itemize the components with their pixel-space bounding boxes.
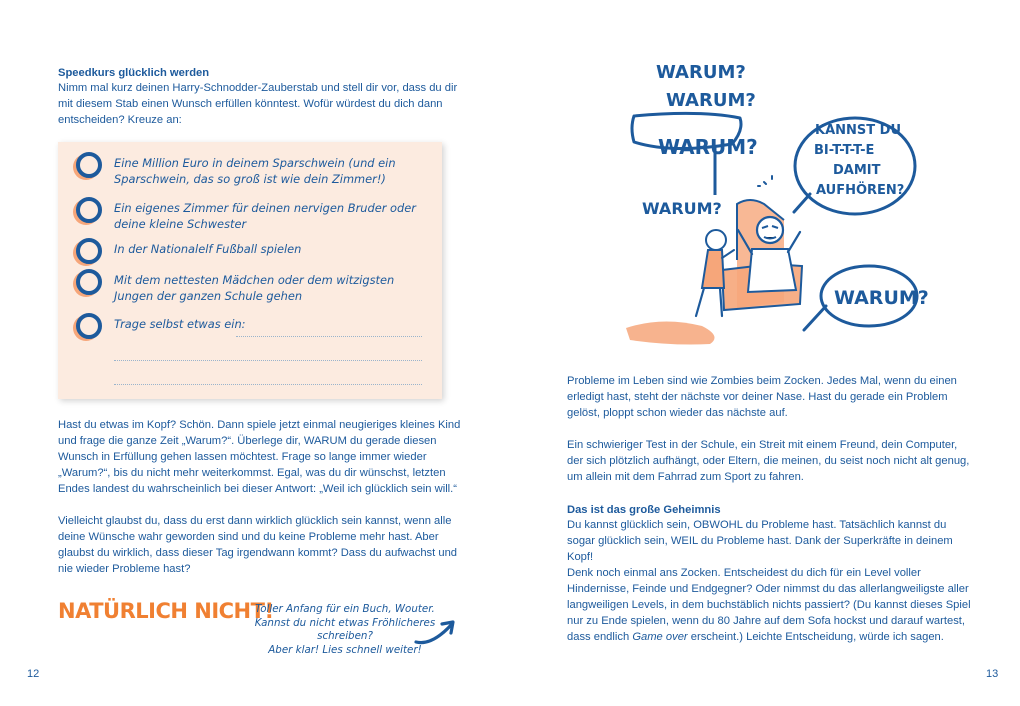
option-label: Eine Million Euro in deinem Sparschwein (und ein Sparschwein, das so groß ist wie dein Zimmer!): [114, 156, 396, 186]
secret-heading: Das ist das große Geheimnis: [567, 504, 721, 516]
option-label: Mit dem nettesten Mädchen oder dem witzigsten Jungen der ganzen Schule gehen: [114, 273, 395, 303]
text-run-italic: Game over: [632, 631, 688, 643]
write-in-line[interactable]: [114, 384, 422, 385]
text-run: erscheint.) Leichte Entscheidung, würde ich sagen.: [687, 631, 944, 643]
note-line: Toller Anfang für ein Buch, Wouter.: [255, 603, 435, 615]
paragraph-zombies: Probleme im Leben sind wie Zombies beim Zocken. Jedes Mal, wenn du einen erledigt hast, steht der nächste vor deiner Nase. Hast du gerade ein Problem gelöst, ploppt schon wieder das nächste auf.: [567, 375, 957, 419]
curved-arrow-icon: [412, 616, 460, 648]
intro-paragraph: Nimm mal kurz deinen Harry-Schnodder-Zauberstab und stell dir vor, dass du dir mit diesem Stab einen Wunsch erfüllen könntest. Wofür würdest du dich dann entscheiden? Kreuze an:: [58, 82, 458, 126]
floating-warum-1: WARUM?: [656, 62, 746, 83]
paragraph-warum: Hast du etwas im Kopf? Schön. Dann spiele jetzt einmal neugieriges kleines Kind und frage die ganze Zeit „Warum?“. Überlege dir, WARUM du gerade diesen Wunsch in Erfüllung gehen lassen möchtest. Frage so lange immer wieder „Warum?“, bis du nicht mehr weiterkommst. Egal, was du dir wünschst, letzten Endes landest du wahrscheinlich bei dieser Antwort: „Weil ich glücklich sein will.“: [58, 419, 461, 495]
checkbox-circle-icon[interactable]: [76, 152, 102, 178]
checkbox-circle-icon[interactable]: [76, 269, 102, 295]
paragraph-beispiele: Ein schwieriger Test in der Schule, ein Streit mit einem Freund, dein Computer, der sich plötzlich aufhängt, oder Eltern, die meinen, du seist noch nicht alt genug, um allein mit dem Fahrrad zum Sport zu fahren.: [567, 439, 970, 483]
text-run: Denk noch einmal ans Zocken. Entscheidest du dich für ein Level voller Hindernisse, Feinde und Endgegner? Oder nimmst du das allerlangweiligste aller langweiligen Levels, in dem buchstäblich nichts passiert? (Du kannst dieses Spiel nur zu Ende spielen, wenn du 80 Jahre auf dem Sofa hockst und darauf wartest, dass endlich: [567, 567, 971, 643]
write-in-line[interactable]: [114, 360, 422, 361]
bubble-right-line: KANNST DU: [815, 123, 901, 138]
checkbox-circle-icon[interactable]: [76, 313, 102, 339]
paragraph-geheimnis: Du kannst glücklich sein, OBWOHL du Probleme hast. Tatsächlich kannst du sogar glücklich sein, WEIL du Probleme hast. Dank der Superkräfte in deinem Kopf!: [567, 519, 953, 563]
write-in-line[interactable]: [236, 336, 422, 337]
paragraph-probleme: Vielleicht glaubst du, dass du erst dann wirklich glücklich sein kannst, wenn alle deine Wünsche wahr geworden sind und du keine Probleme mehr hast. Aber glaubst du wirklich, dass dieser Tag irgendwann kommt? Dass du aufwachst und nie wieder Probleme hast?: [58, 515, 458, 575]
option-label: Trage selbst etwas ein:: [114, 317, 246, 331]
option-label: Ein eigenes Zimmer für deinen nervigen Bruder oder deine kleine Schwester: [114, 201, 416, 231]
bubble-right-line: BI-T-T-T-E: [814, 143, 875, 158]
bubble-right-line: AUFHÖREN?: [816, 183, 905, 198]
paragraph-zocken: [567, 565, 973, 645]
bubble-warum-bottom: WARUM?: [834, 287, 929, 309]
shout-headline: NATÜRLICH NICHT!: [58, 599, 274, 623]
bubble-warum-1: WARUM?: [658, 135, 758, 159]
checkbox-circle-icon[interactable]: [76, 197, 102, 223]
answer-card: [58, 142, 442, 399]
checkbox-circle-icon[interactable]: [76, 238, 102, 264]
floating-warum-2: WARUM?: [666, 90, 756, 111]
floating-warum-3: WARUM?: [642, 199, 722, 218]
note-line: Kannst du nicht etwas Fröhlicheres schreiben?: [254, 616, 436, 642]
page-number-right: 13: [986, 668, 999, 680]
option-label: In der Nationalelf Fußball spielen: [114, 242, 302, 256]
section-heading: Speedkurs glücklich werden: [58, 67, 210, 79]
warum-illustration: [612, 54, 932, 354]
bubble-right-line: DAMIT: [833, 163, 881, 178]
page-number-left: 12: [27, 668, 40, 680]
note-line: Aber klar! Lies schnell weiter!: [268, 643, 422, 656]
